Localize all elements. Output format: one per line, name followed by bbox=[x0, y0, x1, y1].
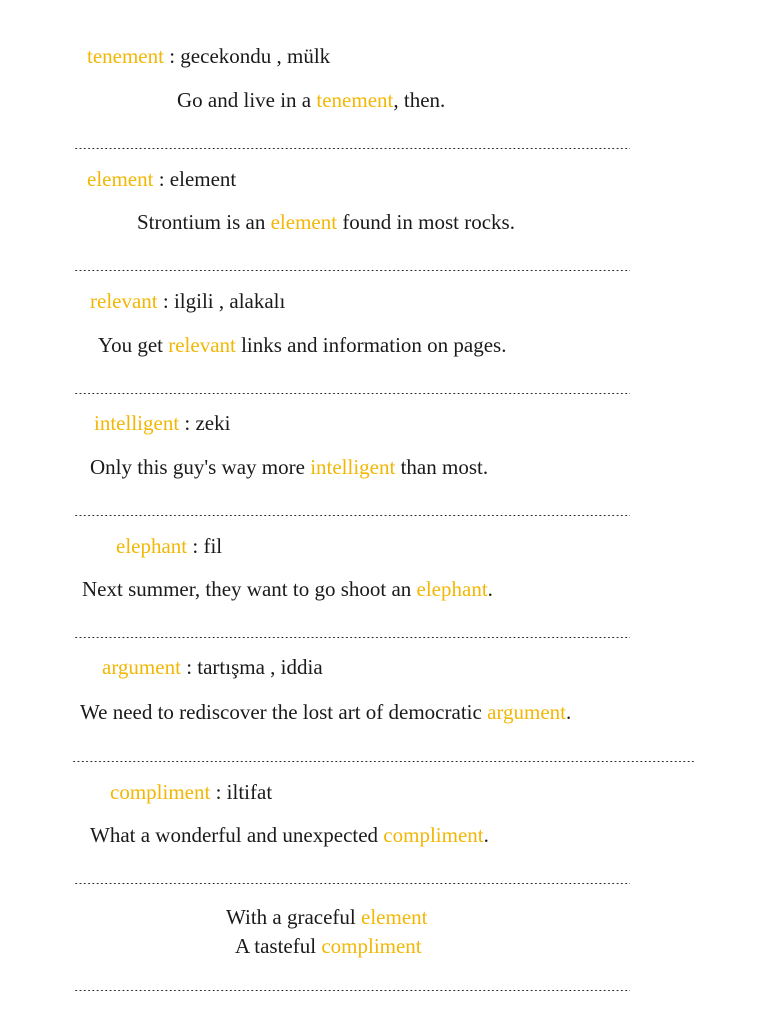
sentence-keyword: compliment bbox=[383, 823, 484, 847]
sentence-text: than most. bbox=[395, 455, 489, 479]
sentence-text: You get bbox=[98, 333, 169, 357]
vocab-term-line bbox=[87, 169, 236, 190]
sentence-text: . bbox=[483, 823, 489, 847]
sentence-text: links and information on pages. bbox=[235, 333, 507, 357]
vocab-word: tenement bbox=[87, 44, 164, 68]
vocab-term-line bbox=[94, 413, 230, 434]
sentence-text: What a wonderful and unexpected bbox=[90, 823, 384, 847]
vocab-meaning: : fil bbox=[187, 534, 223, 558]
vocab-meaning: : ilgili , alakalı bbox=[157, 289, 286, 313]
vocab-meaning: : element bbox=[153, 167, 237, 191]
sentence-keyword: tenement bbox=[316, 88, 394, 112]
closing-text: With a graceful bbox=[226, 905, 362, 929]
closing-keyword: compliment bbox=[321, 934, 422, 958]
sentence-keyword: element bbox=[270, 210, 338, 234]
example-sentence bbox=[137, 212, 515, 233]
example-sentence bbox=[177, 90, 445, 111]
sentence-text: We need to rediscover the lost art of democratic bbox=[80, 700, 488, 724]
sentence-text: Next summer, they want to go shoot an bbox=[82, 577, 417, 601]
sentence-keyword: argument bbox=[487, 700, 566, 724]
example-sentence bbox=[90, 825, 489, 846]
sentence-keyword: relevant bbox=[168, 333, 236, 357]
example-sentence bbox=[82, 579, 493, 600]
dotted-divider bbox=[74, 508, 630, 516]
example-sentence bbox=[80, 702, 571, 723]
example-sentence bbox=[90, 457, 488, 478]
sentence-keyword: elephant bbox=[416, 577, 488, 601]
vocab-term-line bbox=[90, 291, 285, 312]
vocab-term-line bbox=[116, 536, 222, 557]
vocab-word: elephant bbox=[116, 534, 188, 558]
closing-line-1 bbox=[226, 907, 427, 928]
sentence-keyword: intelligent bbox=[310, 455, 396, 479]
vocab-meaning: : gecekondu , mülk bbox=[163, 44, 331, 68]
sentence-text: . bbox=[487, 577, 493, 601]
dotted-divider bbox=[74, 141, 630, 149]
closing-keyword: element bbox=[361, 905, 428, 929]
vocab-word: relevant bbox=[90, 289, 158, 313]
sentence-text: Strontium is an bbox=[137, 210, 271, 234]
vocab-meaning: : iltifat bbox=[210, 780, 273, 804]
dotted-divider bbox=[74, 263, 630, 271]
dotted-divider bbox=[74, 876, 630, 884]
vocab-word: intelligent bbox=[94, 411, 180, 435]
closing-line-2 bbox=[235, 936, 422, 957]
dotted-divider bbox=[74, 983, 630, 991]
example-sentence bbox=[98, 335, 506, 356]
sentence-text: Only this guy's way more bbox=[90, 455, 311, 479]
dotted-divider bbox=[72, 754, 696, 762]
sentence-text: , then. bbox=[393, 88, 446, 112]
sentence-text: Go and live in a bbox=[177, 88, 317, 112]
sentence-text: . bbox=[566, 700, 572, 724]
vocab-word: argument bbox=[102, 655, 181, 679]
vocab-meaning: : tartışma , iddia bbox=[180, 655, 323, 679]
dotted-divider bbox=[74, 630, 630, 638]
sentence-text: found in most rocks. bbox=[337, 210, 515, 234]
vocab-word: element bbox=[87, 167, 154, 191]
vocab-term-line bbox=[102, 657, 323, 678]
vocab-term-line bbox=[110, 782, 272, 803]
vocab-meaning: : zeki bbox=[179, 411, 231, 435]
vocab-word: compliment bbox=[110, 780, 211, 804]
dotted-divider bbox=[74, 386, 630, 394]
vocab-term-line bbox=[87, 46, 330, 67]
closing-text: A tasteful bbox=[235, 934, 322, 958]
